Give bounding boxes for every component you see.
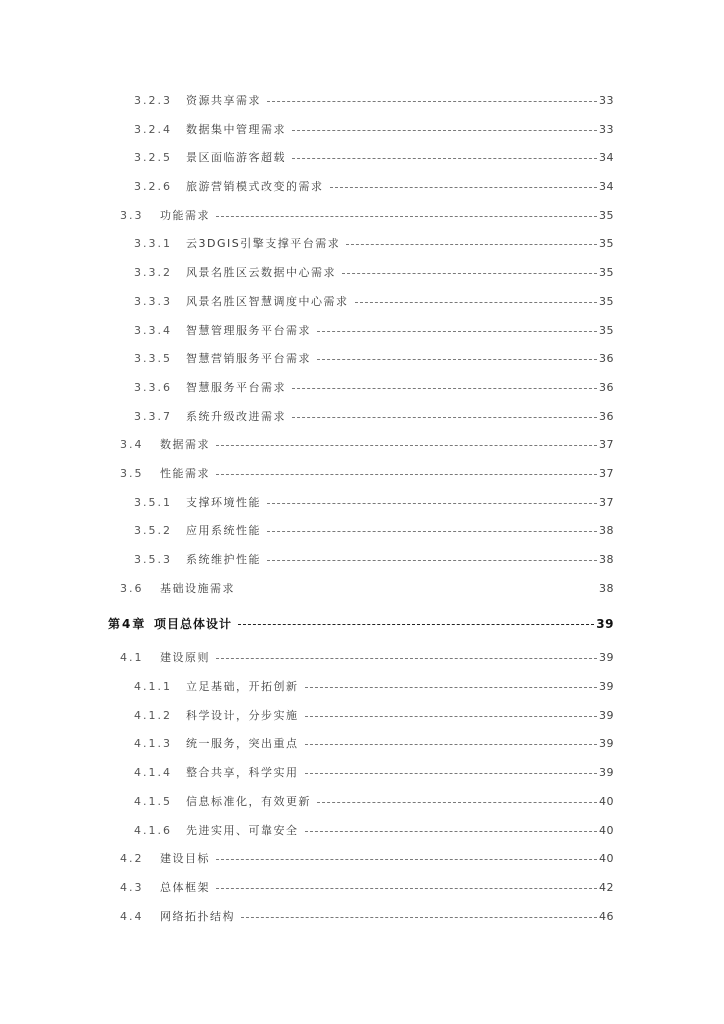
toc-entry-number: 3.4	[120, 438, 144, 451]
toc-entry-title: 功能需求	[160, 209, 210, 222]
toc-entry-title: 性能需求	[160, 467, 210, 480]
toc-entry-number: 4.2	[120, 852, 144, 865]
toc-entry-number: 4.1.1	[134, 680, 172, 693]
toc-entry-title: 智慧营销服务平台需求	[186, 352, 311, 365]
toc-entry-page-number: 37	[599, 496, 614, 509]
toc-leader-line	[267, 503, 597, 504]
toc-leader-line	[216, 859, 597, 860]
toc-entry[interactable]	[134, 551, 614, 569]
toc-entry-page-number: 35	[599, 237, 614, 250]
toc-entry-number: 3.2.5	[134, 151, 172, 164]
toc-entry[interactable]	[134, 707, 614, 725]
toc-leader-line	[216, 216, 597, 217]
toc-entry-page-number: 35	[599, 209, 614, 222]
toc-entry-number: 3.3.2	[134, 266, 172, 279]
toc-leader-line	[267, 101, 597, 102]
toc-entry-page-number: 36	[599, 352, 614, 365]
toc-entry-title: 建设目标	[160, 852, 210, 865]
toc-entry-number: 3.3.7	[134, 410, 172, 423]
toc-leader-line	[267, 560, 597, 561]
toc-entry-page-number: 39	[599, 651, 614, 664]
toc-leader-line	[330, 187, 598, 188]
toc-entry[interactable]	[120, 436, 614, 454]
toc-leader-line	[317, 359, 597, 360]
toc-entry[interactable]	[134, 178, 614, 196]
toc-entry-number: 3.5.2	[134, 524, 172, 537]
toc-leader-line	[346, 244, 597, 245]
toc-leader-line	[216, 445, 597, 446]
toc-entry[interactable]	[134, 793, 614, 811]
toc-entry-number: 4.1.4	[134, 766, 172, 779]
toc-entry-page-number: 35	[599, 324, 614, 337]
toc-leader-line	[267, 531, 597, 532]
toc-leader-line	[241, 917, 597, 918]
toc-entry-page-number: 40	[599, 852, 614, 865]
toc-entry[interactable]	[120, 879, 614, 897]
toc-entry-title: 统一服务，突出重点	[186, 737, 299, 750]
toc-entry-title: 应用系统性能	[186, 524, 261, 537]
toc-leader-line	[305, 831, 598, 832]
toc-entry-number: 3.3.5	[134, 352, 172, 365]
toc-entry[interactable]	[134, 264, 614, 282]
toc-entry-title: 数据需求	[160, 438, 210, 451]
toc-entry-number: 4.4	[120, 910, 144, 923]
toc-entry-page-number: 36	[599, 381, 614, 394]
toc-entry-number: 4.1	[120, 651, 144, 664]
toc-entry-number: 3.3	[120, 209, 144, 222]
toc-leader-line	[342, 273, 597, 274]
toc-entry-page-number: 39	[599, 709, 614, 722]
toc-entry-title: 项目总体设计	[154, 617, 233, 631]
toc-entry-number: 3.5.1	[134, 496, 172, 509]
toc-entry-page-number: 42	[599, 881, 614, 894]
toc-entry-page-number: 46	[599, 910, 614, 923]
toc-entry-page-number: 40	[599, 824, 614, 837]
toc-entry-page-number: 33	[599, 123, 614, 136]
toc-entry-number: 3.2.3	[134, 94, 172, 107]
toc-leader-line	[305, 744, 598, 745]
toc-entry[interactable]	[134, 350, 614, 368]
toc-entry-page-number: 39	[599, 680, 614, 693]
toc-entry-page-number: 37	[599, 438, 614, 451]
toc-entry-page-number: 38	[599, 582, 614, 595]
toc-entry-page-number: 38	[599, 553, 614, 566]
toc-entry-title: 云3DGIS引擎支撑平台需求	[186, 237, 341, 250]
toc-leader-line	[216, 888, 597, 889]
toc-entry-title: 景区面临游客超载	[186, 151, 286, 164]
toc-entry[interactable]	[134, 121, 614, 139]
toc-entry-page-number: 36	[599, 410, 614, 423]
toc-entry[interactable]	[134, 293, 614, 311]
toc-entry-page-number: 40	[599, 795, 614, 808]
toc-leader-line	[292, 388, 597, 389]
toc-entry-number: 4.1.5	[134, 795, 172, 808]
toc-entry-page-number: 39	[599, 766, 614, 779]
toc-entry-title: 总体框架	[160, 881, 210, 894]
toc-entry-page-number: 34	[599, 180, 614, 193]
toc-leader-line	[305, 716, 598, 717]
toc-entry[interactable]	[120, 465, 614, 483]
toc-leader-line	[216, 474, 597, 475]
toc-entry[interactable]	[120, 207, 614, 225]
toc-leader-line	[317, 331, 597, 332]
toc-entry-number: 3.3.6	[134, 381, 172, 394]
toc-entry-title: 风景名胜区云数据中心需求	[186, 266, 336, 279]
toc-entry[interactable]	[134, 149, 614, 167]
toc-entry-number: 3.3.1	[134, 237, 172, 250]
toc-entry-title: 旅游营销模式改变的需求	[186, 180, 324, 193]
toc-entry-page-number: 33	[599, 94, 614, 107]
toc-entry-title: 资源共享需求	[186, 94, 261, 107]
toc-entry[interactable]	[134, 494, 614, 512]
toc-entry-number: 3.6	[120, 582, 144, 595]
toc-entry-number: 第4章	[108, 617, 147, 631]
toc-entry-number: 3.2.6	[134, 180, 172, 193]
toc-leader-line	[305, 773, 598, 774]
toc-entry-page-number: 39	[599, 737, 614, 750]
toc-entry-number: 3.5	[120, 467, 144, 480]
toc-entry-title: 立足基础，开拓创新	[186, 680, 299, 693]
toc-entry-title: 建设原则	[160, 651, 210, 664]
toc-entry-page-number: 38	[599, 524, 614, 537]
toc-leader-line	[216, 658, 597, 659]
toc-entry-title: 基础设施需求	[160, 582, 235, 595]
toc-entry[interactable]	[120, 908, 614, 926]
toc-entry-title: 系统维护性能	[186, 553, 261, 566]
toc-entry[interactable]	[134, 322, 614, 340]
toc-entry-title: 支撑环境性能	[186, 496, 261, 509]
toc-entry-number: 3.5.3	[134, 553, 172, 566]
toc-entry[interactable]	[134, 379, 614, 397]
toc-entry-number: 4.3	[120, 881, 144, 894]
toc-entry-title: 整合共享，科学实用	[186, 766, 299, 779]
toc-entry-page-number: 34	[599, 151, 614, 164]
toc-entry[interactable]	[134, 822, 614, 840]
toc-entry-number: 3.2.4	[134, 123, 172, 136]
toc-leader-line	[292, 158, 597, 159]
toc-entry[interactable]	[120, 649, 614, 667]
toc-entry-number: 3.3.4	[134, 324, 172, 337]
toc-entry-number: 4.1.3	[134, 737, 172, 750]
toc-entry[interactable]	[134, 235, 614, 253]
toc-entry-title: 先进实用、可靠安全	[186, 824, 299, 837]
toc-entry-page-number: 35	[599, 295, 614, 308]
toc-entry-title: 数据集中管理需求	[186, 123, 286, 136]
toc-entry-page-number: 39	[596, 617, 614, 631]
toc-leader-line	[238, 624, 594, 625]
toc-leader-line	[317, 802, 597, 803]
toc-leader-line	[305, 687, 598, 688]
toc-entry-page-number: 35	[599, 266, 614, 279]
toc-entry-number: 4.1.2	[134, 709, 172, 722]
toc-entry-number: 4.1.6	[134, 824, 172, 837]
toc-entry[interactable]	[120, 580, 614, 598]
toc-entry-title: 风景名胜区智慧调度中心需求	[186, 295, 349, 308]
toc-leader-line	[355, 302, 598, 303]
toc-entry-title: 智慧管理服务平台需求	[186, 324, 311, 337]
toc-entry[interactable]	[134, 92, 614, 110]
toc-leader-line	[292, 130, 597, 131]
toc-entry[interactable]	[134, 522, 614, 540]
toc-entry[interactable]	[120, 850, 614, 868]
toc-entry[interactable]	[134, 408, 614, 426]
toc-entry-title: 信息标准化，有效更新	[186, 795, 311, 808]
toc-leader-line	[292, 417, 597, 418]
toc-entry-page-number: 37	[599, 467, 614, 480]
toc-entry-number: 3.3.3	[134, 295, 172, 308]
toc-entry-title: 系统升级改进需求	[186, 410, 286, 423]
toc-entry-title: 科学设计，分步实施	[186, 709, 299, 722]
toc-entry[interactable]	[134, 678, 614, 696]
toc-entry-title: 智慧服务平台需求	[186, 381, 286, 394]
toc-entry[interactable]	[134, 735, 614, 753]
toc-entry-title: 网络拓扑结构	[160, 910, 235, 923]
toc-entry[interactable]	[108, 615, 614, 633]
toc-entry[interactable]	[134, 764, 614, 782]
